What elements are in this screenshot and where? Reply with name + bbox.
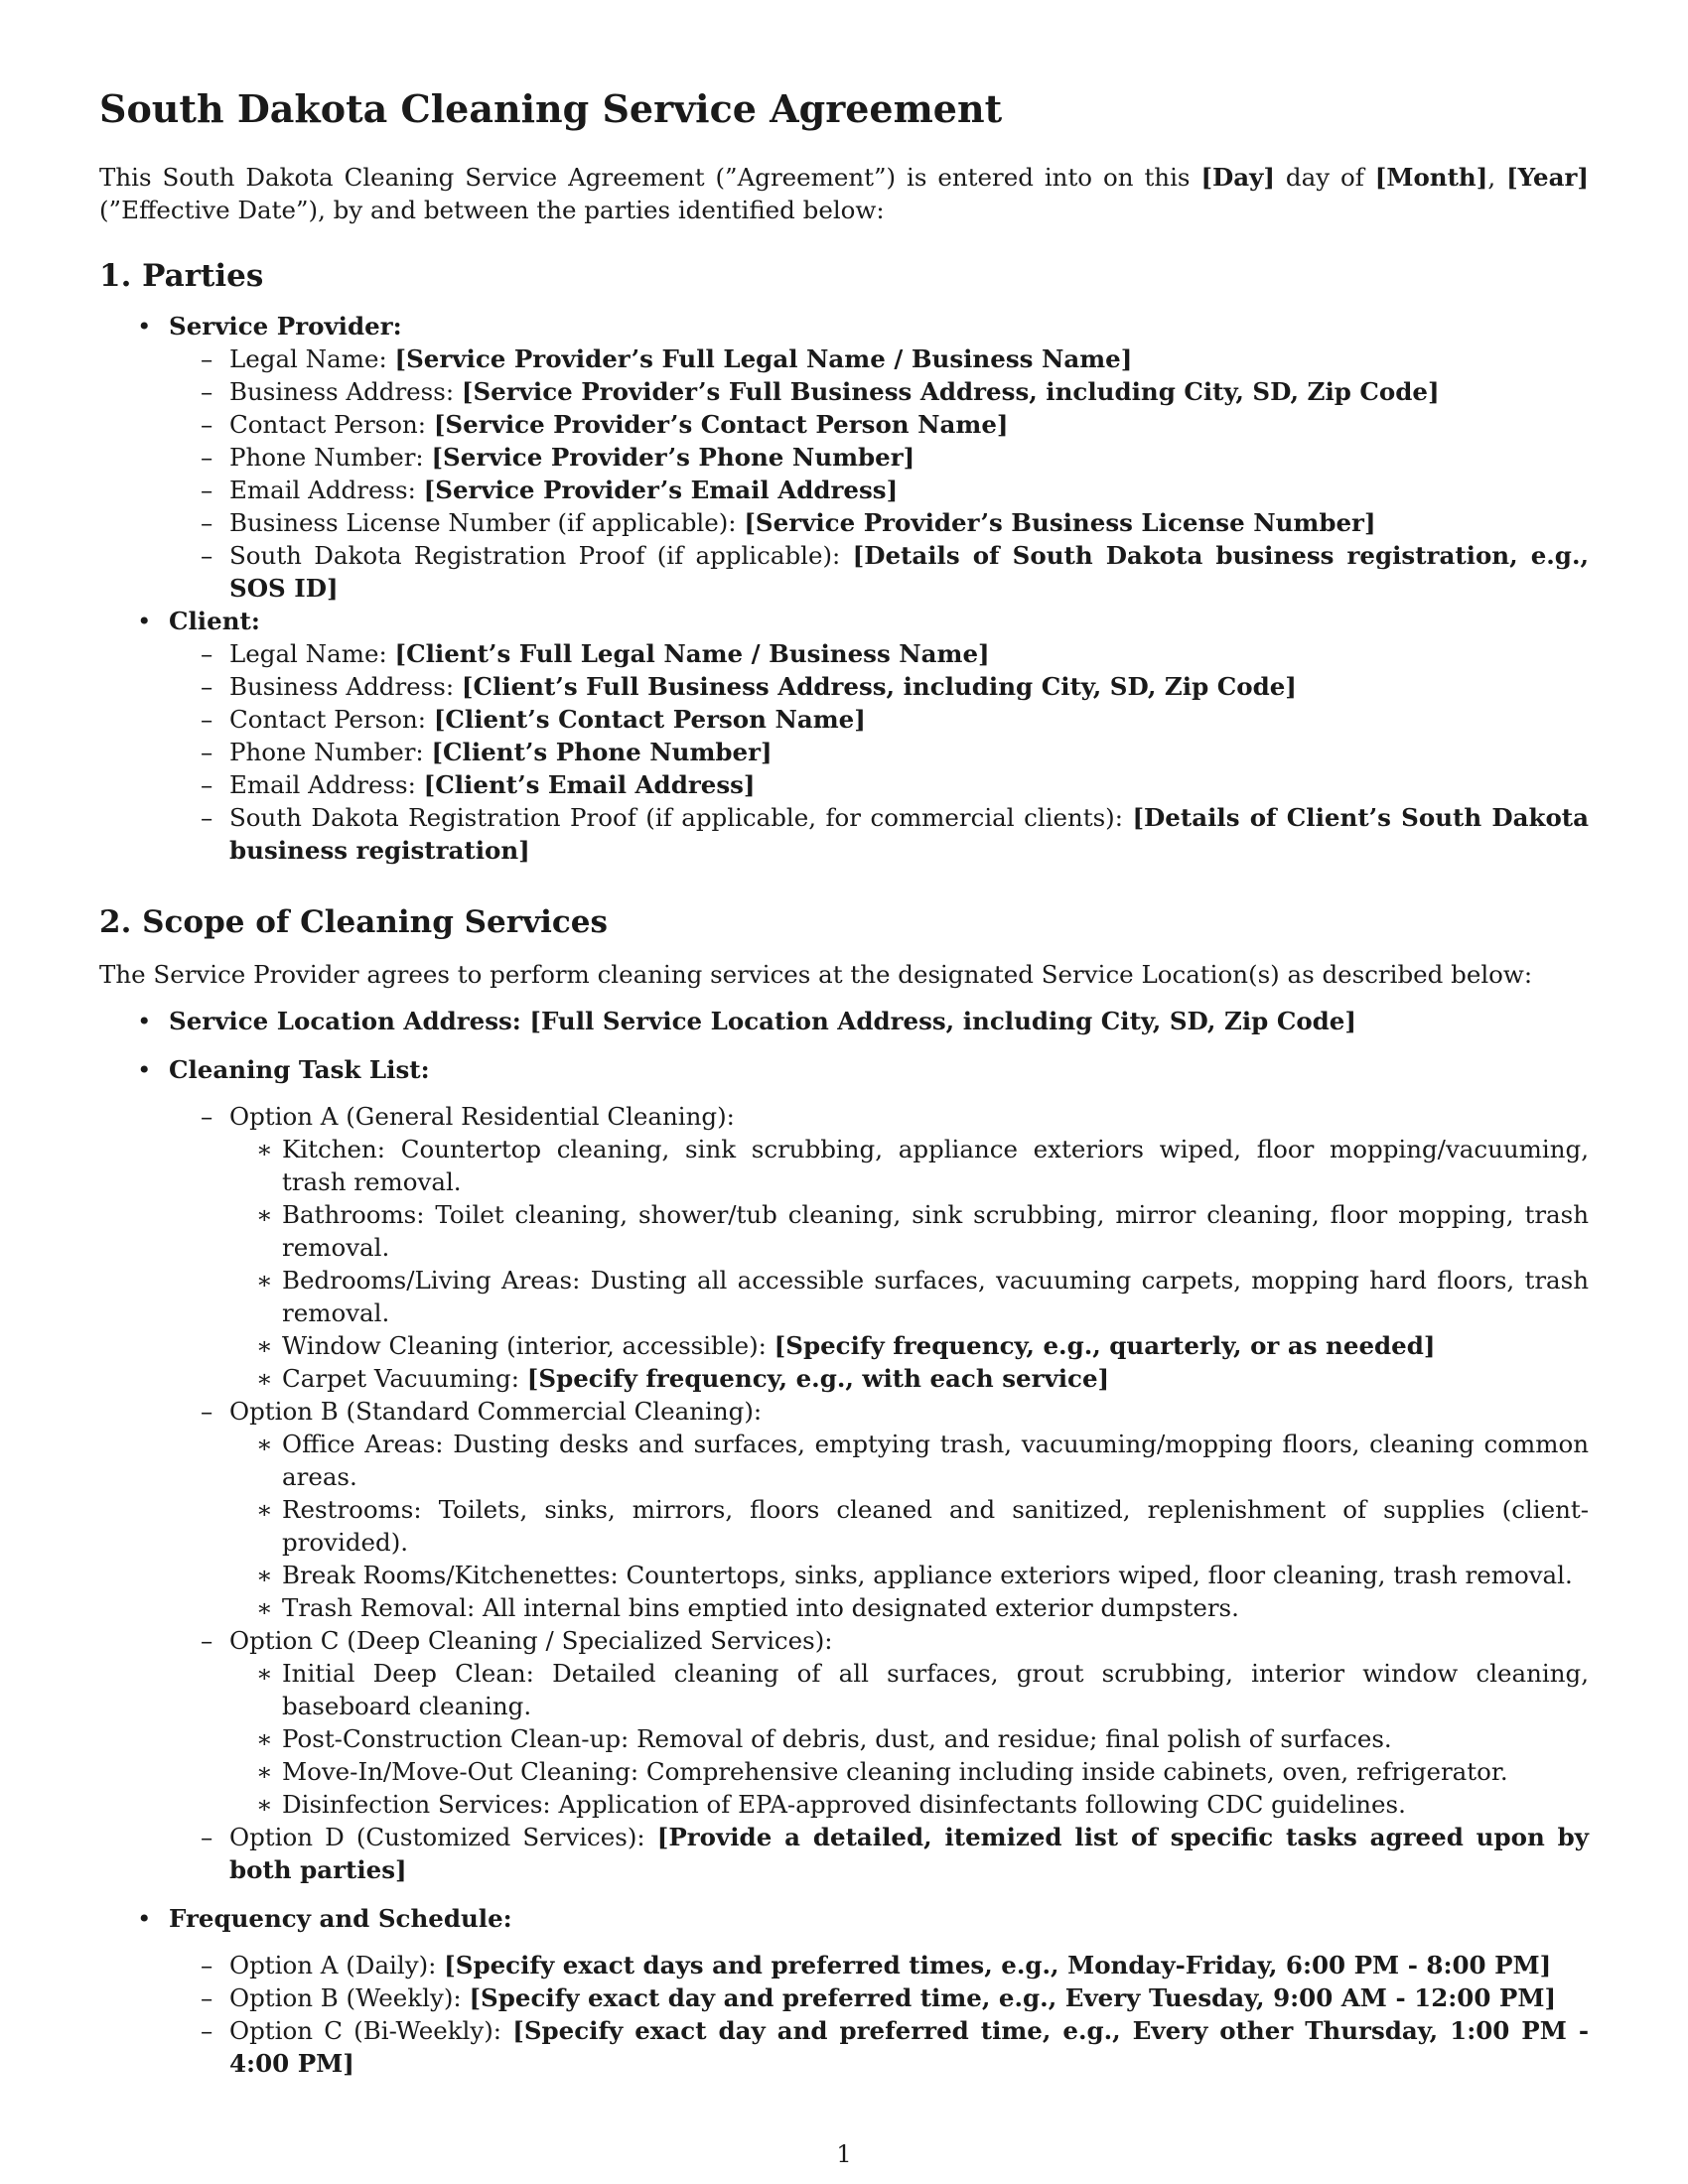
field-label: Contact Person:: [229, 410, 434, 439]
field-placeholder: [Client’s Email Address]: [423, 770, 756, 799]
year-placeholder: [Year]: [1506, 163, 1589, 192]
service-provider-details: [169, 342, 1589, 605]
list-item: ∗ Kitchen: Countertop cleaning, sink scrubbing, appliance exteriors wiped, floor mopping/vacuuming, trash removal.: [229, 1133, 1589, 1198]
field-placeholder: [Client’s Full Business Address, including City, SD, Zip Code]: [461, 672, 1297, 701]
list-item: [169, 637, 1589, 670]
field-label: Business Address:: [229, 672, 462, 701]
list-item: [169, 1981, 1589, 2014]
option-a: [169, 1100, 1589, 1395]
client-details: [169, 637, 1589, 867]
field-placeholder: [Specify exact day and preferred time, e.g., Every Tuesday, 9:00 AM - 12:00 PM]: [469, 1983, 1557, 2012]
list-item: [229, 1362, 1589, 1395]
field-label: Carpet Vacuuming:: [282, 1364, 527, 1393]
list-item: [169, 441, 1589, 474]
field-placeholder: [Details of Client’s South Dakota business registration]: [229, 803, 1589, 865]
list-item: [169, 408, 1589, 441]
field-label: Option A (Daily):: [229, 1951, 445, 1979]
section-heading-scope: 2. Scope of Cleaning Services: [99, 904, 608, 940]
list-item: [169, 801, 1589, 867]
intro-text: (”Effective Date”), by and between the parties identified below:: [99, 196, 885, 224]
client-item: [99, 605, 1589, 867]
list-item: ∗ Trash Removal: All internal bins emptied into designated exterior dumpsters.: [229, 1591, 1589, 1624]
field-placeholder: [Service Provider’s Full Legal Name / Business Name]: [394, 344, 1133, 373]
task-options: [169, 1100, 1589, 1886]
option-c: [169, 1624, 1589, 1821]
month-placeholder: [Month]: [1374, 163, 1488, 192]
list-item: ∗ Office Areas: Dusting desks and surfaces, emptying trash, vacuuming/mopping floors, cleaning common areas.: [229, 1428, 1589, 1493]
field-label: South Dakota Registration Proof (if applicable):: [229, 541, 853, 570]
list-item: [169, 703, 1589, 736]
list-item: ∗ Disinfection Services: Application of EPA-approved disinfectants following CDC guidelines.: [229, 1788, 1589, 1821]
option-b-label: Option B (Standard Commercial Cleaning):: [229, 1397, 763, 1426]
option-d: [169, 1821, 1589, 1886]
field-placeholder: [Service Provider’s Contact Person Name]: [433, 410, 1009, 439]
intro-text: day of: [1274, 163, 1375, 192]
option-b: [169, 1395, 1589, 1624]
field-label: Phone Number:: [229, 443, 432, 472]
list-item: ∗ Post-Construction Clean-up: Removal of debris, dust, and residue; final polish of surfaces.: [229, 1722, 1589, 1755]
client-label: Client:: [169, 607, 260, 635]
field-placeholder: [Specify frequency, e.g., quarterly, or as needed]: [774, 1331, 1436, 1360]
field-placeholder: [Provide a detailed, itemized list of specific tasks agreed upon by both parties]: [229, 1823, 1589, 1884]
field-placeholder: [Service Provider’s Business License Number]: [744, 508, 1376, 537]
field-placeholder: [Client’s Contact Person Name]: [433, 705, 866, 734]
frequency-label: Frequency and Schedule:: [169, 1904, 512, 1933]
list-item: ∗ Move-In/Move-Out Cleaning: Comprehensive cleaning including inside cabinets, oven, refrigerator.: [229, 1755, 1589, 1788]
document-page: [99, 85, 1589, 2080]
option-c-tasks: [229, 1657, 1589, 1821]
list-item: ∗ Bathrooms: Toilet cleaning, shower/tub cleaning, sink scrubbing, mirror cleaning, floor mopping, trash removal.: [229, 1198, 1589, 1264]
field-placeholder: [Specify exact days and preferred times, e.g., Monday-Friday, 6:00 PM - 8:00 PM]: [444, 1951, 1552, 1979]
field-placeholder: [Service Provider’s Full Business Address, including City, SD, Zip Code]: [461, 377, 1440, 406]
task-list-item: [99, 1053, 1589, 1886]
field-placeholder: [Details of South Dakota business registration, e.g., SOS ID]: [229, 541, 1589, 603]
field-placeholder: [Service Provider’s Phone Number]: [431, 443, 915, 472]
list-item: ∗ Bedrooms/Living Areas: Dusting all accessible surfaces, vacuuming carpets, mopping hard floors, trash removal.: [229, 1264, 1589, 1329]
list-item: [169, 375, 1589, 408]
option-a-tasks: [229, 1133, 1589, 1395]
option-b-tasks: [229, 1428, 1589, 1624]
list-item: [169, 670, 1589, 703]
list-item: [169, 1949, 1589, 1981]
field-label: Phone Number:: [229, 738, 432, 766]
option-a-label: Option A (General Residential Cleaning):: [229, 1102, 735, 1131]
frequency-item: [99, 1902, 1589, 2080]
field-label: Legal Name:: [229, 639, 395, 668]
intro-text: ,: [1487, 163, 1507, 192]
field-placeholder: [Specify exact day and preferred time, e.g., Every other Thursday, 1:00 PM - 4:00 PM]: [229, 2016, 1589, 2078]
service-location-item: [99, 1005, 1589, 1037]
list-item: [229, 1329, 1589, 1362]
list-item: ∗ Break Rooms/Kitchenettes: Countertops, sinks, appliance exteriors wiped, floor cleaning, trash removal.: [229, 1559, 1589, 1591]
field-label: Email Address:: [229, 770, 424, 799]
section-heading-parties: 1. Parties: [99, 258, 264, 294]
list-item: [169, 2014, 1589, 2080]
frequency-options: [169, 1949, 1589, 2080]
service-provider-item: [99, 310, 1589, 605]
intro-text: This South Dakota Cleaning Service Agreement (”Agreement”) is entered into on this: [99, 163, 1201, 192]
task-list-label: Cleaning Task List:: [169, 1055, 430, 1084]
page-number: 1: [836, 2140, 852, 2168]
field-label: Option B (Weekly):: [229, 1983, 470, 2012]
field-label: Window Cleaning (interior, accessible):: [282, 1331, 774, 1360]
page-title: South Dakota Cleaning Service Agreement: [99, 86, 1003, 131]
service-provider-label: Service Provider:: [169, 312, 402, 341]
day-placeholder: [Day]: [1200, 163, 1275, 192]
field-label: Business Address:: [229, 377, 462, 406]
list-item: [169, 736, 1589, 768]
list-item: [169, 768, 1589, 801]
list-item: ∗ Restrooms: Toilets, sinks, mirrors, floors cleaned and sanitized, replenishment of supplies (client-provided).: [229, 1493, 1589, 1559]
field-label: Legal Name:: [229, 344, 395, 373]
option-d-label: Option D (Customized Services):: [229, 1823, 657, 1851]
list-item: ∗ Initial Deep Clean: Detailed cleaning of all surfaces, grout scrubbing, interior window cleaning, baseboard cleaning.: [229, 1657, 1589, 1722]
field-label: Business License Number (if applicable):: [229, 508, 745, 537]
list-item: [169, 539, 1589, 605]
field-label: Option C (Bi-Weekly):: [229, 2016, 513, 2045]
intro-paragraph: [99, 161, 1589, 226]
field-placeholder: [Specify frequency, e.g., with each service]: [526, 1364, 1110, 1393]
scope-intro: The Service Provider agrees to perform cleaning services at the designated Service Location(s) as described below:: [99, 960, 1533, 989]
scope-list: [99, 1005, 1589, 2080]
list-item: [169, 506, 1589, 539]
field-label: Email Address:: [229, 476, 424, 504]
service-location: Service Location Address: [Full Service Location Address, including City, SD, Zip Code]: [169, 1007, 1356, 1035]
field-label: Contact Person:: [229, 705, 434, 734]
field-placeholder: [Client’s Phone Number]: [431, 738, 773, 766]
list-item: [169, 342, 1589, 375]
option-c-label: Option C (Deep Cleaning / Specialized Services):: [229, 1626, 833, 1655]
parties-list: [99, 310, 1589, 867]
list-item: [169, 474, 1589, 506]
field-label: South Dakota Registration Proof (if applicable, for commercial clients):: [229, 803, 1133, 832]
field-placeholder: [Service Provider’s Email Address]: [423, 476, 899, 504]
field-placeholder: [Client’s Full Legal Name / Business Name]: [394, 639, 990, 668]
